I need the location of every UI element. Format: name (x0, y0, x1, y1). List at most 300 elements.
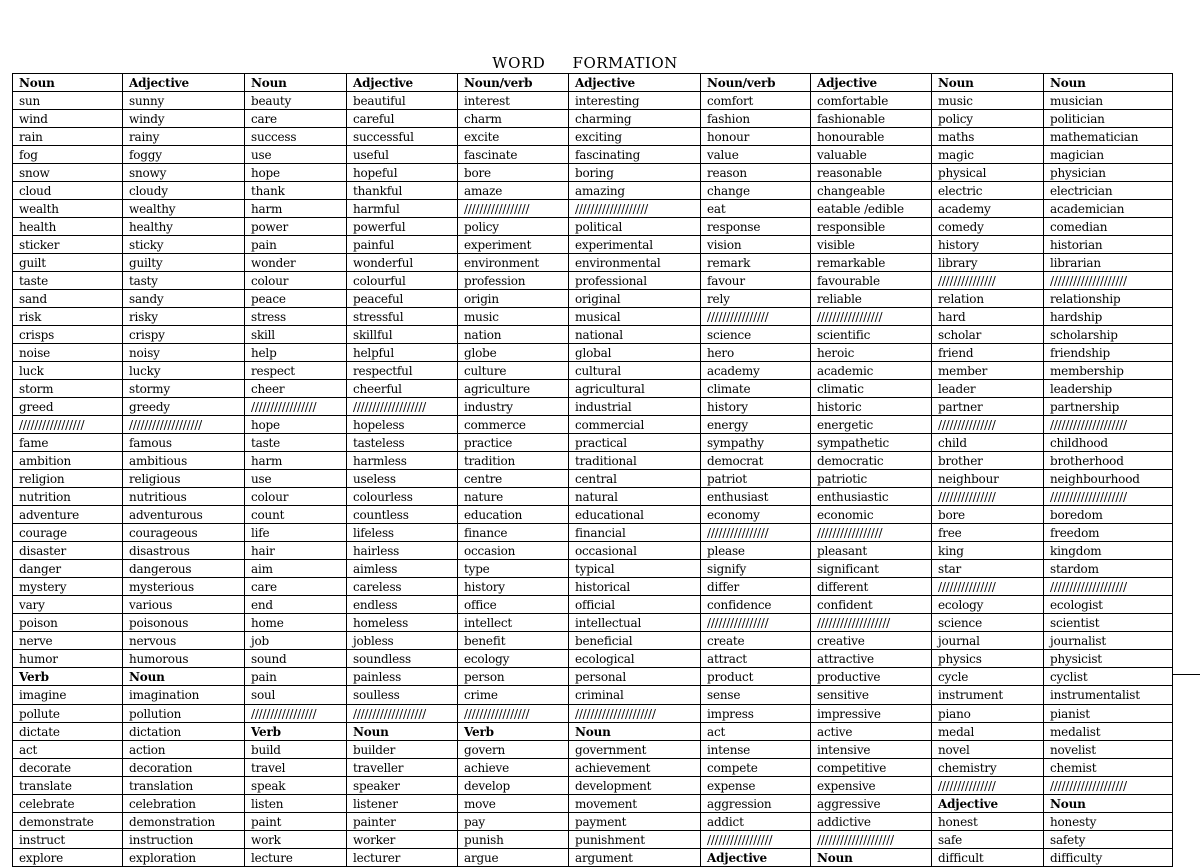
table-row (13, 308, 1173, 326)
table-cell: noisy (123, 344, 245, 362)
table-cell: agriculture (458, 380, 569, 398)
table-cell: reason (701, 164, 811, 182)
table-cell: sympathy (701, 434, 811, 452)
column-header: Noun (13, 74, 123, 92)
table-row (13, 416, 1173, 434)
table-cell: confidence (701, 596, 811, 614)
table-cell: pain (245, 236, 347, 254)
table-cell: lifeless (347, 524, 458, 542)
table-cell: national (569, 326, 701, 344)
table-cell: ecology (932, 596, 1044, 614)
table-cell: helpful (347, 344, 458, 362)
table-cell: tradition (458, 452, 569, 470)
table-cell: //////////////////// (1044, 272, 1173, 290)
table-cell: healthy (123, 218, 245, 236)
table-cell: successful (347, 128, 458, 146)
column-header: Noun (569, 723, 701, 741)
edge-rule (1172, 674, 1200, 675)
table-cell: neighbourhood (1044, 470, 1173, 488)
table-cell: decoration (123, 759, 245, 777)
table-cell: physician (1044, 164, 1173, 182)
table-cell: enthusiastic (811, 488, 932, 506)
column-header: Noun (123, 668, 245, 686)
table-cell: relation (932, 290, 1044, 308)
table-cell: //////////////////// (811, 831, 932, 849)
table-cell: /////////////// (932, 272, 1044, 290)
table-cell: beautiful (347, 92, 458, 110)
table-cell: interesting (569, 92, 701, 110)
table-cell: medalist (1044, 723, 1173, 741)
table-cell: life (245, 524, 347, 542)
table-cell: educational (569, 506, 701, 524)
table-cell: brotherhood (1044, 452, 1173, 470)
table-cell: honest (932, 813, 1044, 831)
table-cell: pollute (13, 705, 123, 723)
table-row (13, 488, 1173, 506)
table-cell: brother (932, 452, 1044, 470)
table-cell: demonstration (123, 813, 245, 831)
table-cell: history (932, 236, 1044, 254)
column-header: Verb (245, 723, 347, 741)
table-row (13, 849, 1173, 867)
table-cell: exciting (569, 128, 701, 146)
table-cell: partner (932, 398, 1044, 416)
table-cell: pleasant (811, 542, 932, 560)
table-cell: impressive (811, 705, 932, 723)
table-cell: decorate (13, 759, 123, 777)
table-cell: comfortable (811, 92, 932, 110)
table-cell: sticky (123, 236, 245, 254)
table-cell: enthusiast (701, 488, 811, 506)
table-cell: ///////////////// (701, 831, 811, 849)
table-cell: visible (811, 236, 932, 254)
table-cell: act (13, 741, 123, 759)
table-cell: beneficial (569, 632, 701, 650)
table-cell: historian (1044, 236, 1173, 254)
table-cell: disaster (13, 542, 123, 560)
column-header: Noun (1044, 74, 1173, 92)
table-cell: politician (1044, 110, 1173, 128)
table-cell: ambition (13, 452, 123, 470)
table-cell: /////////////// (932, 578, 1044, 596)
table-cell: end (245, 596, 347, 614)
table-cell: environmental (569, 254, 701, 272)
table-cell: changeable (811, 182, 932, 200)
table-cell: tasty (123, 272, 245, 290)
table-cell: cycle (932, 668, 1044, 686)
table-cell: noise (13, 344, 123, 362)
table-cell: colourful (347, 272, 458, 290)
table-cell: sunny (123, 92, 245, 110)
table-cell: wonder (245, 254, 347, 272)
table-cell: sand (13, 290, 123, 308)
table-cell: lucky (123, 362, 245, 380)
table-cell: //////////////////// (1044, 578, 1173, 596)
table-row (13, 452, 1173, 470)
table-cell: storm (13, 380, 123, 398)
table-cell: piano (932, 705, 1044, 723)
table-cell: reliable (811, 290, 932, 308)
column-header: Verb (458, 723, 569, 741)
table-cell: science (701, 326, 811, 344)
table-cell: aim (245, 560, 347, 578)
table-cell: ///////////////// (811, 308, 932, 326)
table-row (13, 362, 1173, 380)
table-cell: active (811, 723, 932, 741)
table-row (13, 326, 1173, 344)
table-cell: use (245, 470, 347, 488)
table-cell: industrial (569, 398, 701, 416)
table-row (13, 596, 1173, 614)
table-cell: friend (932, 344, 1044, 362)
table-cell: librarian (1044, 254, 1173, 272)
table-cell: greedy (123, 398, 245, 416)
table-cell: /////////////////// (123, 416, 245, 434)
table-cell: productive (811, 668, 932, 686)
table-cell: wonderful (347, 254, 458, 272)
table-cell: comfort (701, 92, 811, 110)
table-cell: ///////////////////// (569, 705, 701, 723)
table-row (13, 110, 1173, 128)
table-cell: fascinate (458, 146, 569, 164)
table-cell: intense (701, 741, 811, 759)
table-cell: windy (123, 110, 245, 128)
table-cell: boredom (1044, 506, 1173, 524)
table-cell: hard (932, 308, 1044, 326)
table-cell: central (569, 470, 701, 488)
table-cell: sensitive (811, 686, 932, 705)
column-header: Noun (347, 723, 458, 741)
table-cell: personal (569, 668, 701, 686)
table-cell: develop (458, 777, 569, 795)
table-cell: achievement (569, 759, 701, 777)
table-cell: care (245, 110, 347, 128)
table-cell: pain (245, 668, 347, 686)
table-cell: speak (245, 777, 347, 795)
table-cell: democrat (701, 452, 811, 470)
table-cell: courage (13, 524, 123, 542)
table-cell: listener (347, 795, 458, 813)
table-cell: government (569, 741, 701, 759)
table-cell: help (245, 344, 347, 362)
table-cell: /////////////// (932, 488, 1044, 506)
table-row (13, 146, 1173, 164)
table-cell: soul (245, 686, 347, 705)
table-cell: bore (458, 164, 569, 182)
table-row (13, 560, 1173, 578)
table-cell: harmless (347, 452, 458, 470)
table-cell: cloudy (123, 182, 245, 200)
table-cell: attract (701, 650, 811, 668)
table-cell: translate (13, 777, 123, 795)
table-cell: competitive (811, 759, 932, 777)
table-cell: freedom (1044, 524, 1173, 542)
table-cell: globe (458, 344, 569, 362)
table-cell: hopeful (347, 164, 458, 182)
table-cell: ///////////////// (245, 705, 347, 723)
column-header: Noun (811, 849, 932, 867)
table-cell: attractive (811, 650, 932, 668)
table-cell: cyclist (1044, 668, 1173, 686)
table-cell: aggressive (811, 795, 932, 813)
column-header: Noun/verb (458, 74, 569, 92)
table-cell: use (245, 146, 347, 164)
table-cell: professional (569, 272, 701, 290)
table-cell: create (701, 632, 811, 650)
table-cell: vary (13, 596, 123, 614)
table-cell: govern (458, 741, 569, 759)
table-cell: scholarship (1044, 326, 1173, 344)
table-cell: environment (458, 254, 569, 272)
table-cell: /////////////////// (347, 705, 458, 723)
table-row (13, 380, 1173, 398)
table-cell: religion (13, 470, 123, 488)
table-cell: movement (569, 795, 701, 813)
table-cell: move (458, 795, 569, 813)
table-cell: harmful (347, 200, 458, 218)
table-cell: agricultural (569, 380, 701, 398)
table-cell: ambitious (123, 452, 245, 470)
table-row (13, 290, 1173, 308)
table-cell: historic (811, 398, 932, 416)
table-cell: cloud (13, 182, 123, 200)
table-cell: adventurous (123, 506, 245, 524)
table-cell: hope (245, 164, 347, 182)
table-cell: practice (458, 434, 569, 452)
table-cell: star (932, 560, 1044, 578)
table-cell: creative (811, 632, 932, 650)
table-cell: impress (701, 705, 811, 723)
table-cell: dictation (123, 723, 245, 741)
table-cell: eat (701, 200, 811, 218)
table-cell: builder (347, 741, 458, 759)
table-cell: traditional (569, 452, 701, 470)
column-header: Adjective (701, 849, 811, 867)
table-cell: care (245, 578, 347, 596)
table-cell: nation (458, 326, 569, 344)
table-cell: taste (13, 272, 123, 290)
table-cell: build (245, 741, 347, 759)
table-cell: /////////////////// (347, 398, 458, 416)
table-cell: harm (245, 452, 347, 470)
table-cell: finance (458, 524, 569, 542)
table-cell: instrumentalist (1044, 686, 1173, 705)
table-cell: academician (1044, 200, 1173, 218)
table-cell: education (458, 506, 569, 524)
table-cell: nerve (13, 632, 123, 650)
table-cell: cultural (569, 362, 701, 380)
table-cell: climate (701, 380, 811, 398)
table-cell: adventure (13, 506, 123, 524)
table-cell: remark (701, 254, 811, 272)
table-cell: explore (13, 849, 123, 867)
table-cell: painter (347, 813, 458, 831)
table-cell: /////////////// (932, 416, 1044, 434)
table-cell: criminal (569, 686, 701, 705)
table-cell: value (701, 146, 811, 164)
table-cell: sticker (13, 236, 123, 254)
table-cell: lecture (245, 849, 347, 867)
table-cell: development (569, 777, 701, 795)
table-cell: patriot (701, 470, 811, 488)
table-cell: medal (932, 723, 1044, 741)
table-cell: fog (13, 146, 123, 164)
table-cell: poison (13, 614, 123, 632)
table-cell: confident (811, 596, 932, 614)
table-cell: official (569, 596, 701, 614)
table-cell: countless (347, 506, 458, 524)
table-row (13, 434, 1173, 452)
table-cell: religious (123, 470, 245, 488)
table-cell: academy (701, 362, 811, 380)
table-cell: respect (245, 362, 347, 380)
table-cell: please (701, 542, 811, 560)
table-cell: remarkable (811, 254, 932, 272)
table-cell: practical (569, 434, 701, 452)
table-cell: wealth (13, 200, 123, 218)
column-header: Adjective (347, 74, 458, 92)
table-cell: friendship (1044, 344, 1173, 362)
table-row (13, 506, 1173, 524)
table-cell: listen (245, 795, 347, 813)
table-cell: //////////////// (701, 614, 811, 632)
table-cell: occasional (569, 542, 701, 560)
table-cell: stress (245, 308, 347, 326)
table-cell: favour (701, 272, 811, 290)
table-cell: stormy (123, 380, 245, 398)
table-cell: //////////////// (701, 308, 811, 326)
table-cell: nutritious (123, 488, 245, 506)
column-header: Noun (932, 74, 1044, 92)
table-cell: science (932, 614, 1044, 632)
table-cell: music (458, 308, 569, 326)
table-cell: fashion (701, 110, 811, 128)
table-cell: physical (932, 164, 1044, 182)
table-cell: valuable (811, 146, 932, 164)
table-cell: free (932, 524, 1044, 542)
table-row (13, 272, 1173, 290)
table-cell: tasteless (347, 434, 458, 452)
table-row (13, 813, 1173, 831)
table-cell: global (569, 344, 701, 362)
table-cell: hope (245, 416, 347, 434)
table-cell: kingdom (1044, 542, 1173, 560)
table-cell: respectful (347, 362, 458, 380)
table-cell: experimental (569, 236, 701, 254)
table-cell: speaker (347, 777, 458, 795)
table-cell: mystery (13, 578, 123, 596)
table-row (13, 723, 1173, 741)
table-cell: celebrate (13, 795, 123, 813)
table-cell: music (932, 92, 1044, 110)
table-row (13, 92, 1173, 110)
table-cell: humorous (123, 650, 245, 668)
table-cell: aggression (701, 795, 811, 813)
table-cell: jobless (347, 632, 458, 650)
table-cell: novelist (1044, 741, 1173, 759)
table-cell: novel (932, 741, 1044, 759)
table-cell: scholar (932, 326, 1044, 344)
table-cell: climatic (811, 380, 932, 398)
table-cell: skill (245, 326, 347, 344)
table-cell: fashionable (811, 110, 932, 128)
table-cell: different (811, 578, 932, 596)
table-cell: culture (458, 362, 569, 380)
table-cell: pay (458, 813, 569, 831)
table-cell: relationship (1044, 290, 1173, 308)
table-cell: /////////////// (932, 777, 1044, 795)
table-cell: ecological (569, 650, 701, 668)
table-cell: member (932, 362, 1044, 380)
table-cell: product (701, 668, 811, 686)
table-row (13, 254, 1173, 272)
table-cell: mathematician (1044, 128, 1173, 146)
table-cell: exploration (123, 849, 245, 867)
table-cell: worker (347, 831, 458, 849)
table-cell: nature (458, 488, 569, 506)
table-row (13, 470, 1173, 488)
table-cell: benefit (458, 632, 569, 650)
table-cell: nervous (123, 632, 245, 650)
table-cell: sense (701, 686, 811, 705)
table-cell: electrician (1044, 182, 1173, 200)
table-cell: ecology (458, 650, 569, 668)
table-cell: luck (13, 362, 123, 380)
table-cell: rely (701, 290, 811, 308)
table-cell: magic (932, 146, 1044, 164)
table-cell: crisps (13, 326, 123, 344)
table-row (13, 795, 1173, 813)
table-cell: differ (701, 578, 811, 596)
table-cell: industry (458, 398, 569, 416)
table-cell: addict (701, 813, 811, 831)
table-cell: profession (458, 272, 569, 290)
table-cell: expense (701, 777, 811, 795)
table-cell: chemistry (932, 759, 1044, 777)
table-cell: person (458, 668, 569, 686)
table-cell: greed (13, 398, 123, 416)
table-cell: careful (347, 110, 458, 128)
table-cell: danger (13, 560, 123, 578)
table-cell: skillful (347, 326, 458, 344)
table-row (13, 542, 1173, 560)
table-cell: commercial (569, 416, 701, 434)
table-cell: argue (458, 849, 569, 867)
table-cell: ///////////////// (458, 705, 569, 723)
column-header: Verb (13, 668, 123, 686)
table-cell: favourable (811, 272, 932, 290)
table-cell: sun (13, 92, 123, 110)
table-cell: heroic (811, 344, 932, 362)
table-row (13, 344, 1173, 362)
table-cell: scientific (811, 326, 932, 344)
table-row (13, 831, 1173, 849)
table-cell: instruct (13, 831, 123, 849)
table-cell: soulless (347, 686, 458, 705)
table-cell: careless (347, 578, 458, 596)
table-body (13, 74, 1173, 867)
table-cell: success (245, 128, 347, 146)
table-cell: chemist (1044, 759, 1173, 777)
table-cell: change (701, 182, 811, 200)
table-cell: type (458, 560, 569, 578)
table-row (13, 650, 1173, 668)
table-cell: energy (701, 416, 811, 434)
table-cell: /////////////////// (811, 614, 932, 632)
table-cell: journal (932, 632, 1044, 650)
table-cell: job (245, 632, 347, 650)
table-cell: guilty (123, 254, 245, 272)
